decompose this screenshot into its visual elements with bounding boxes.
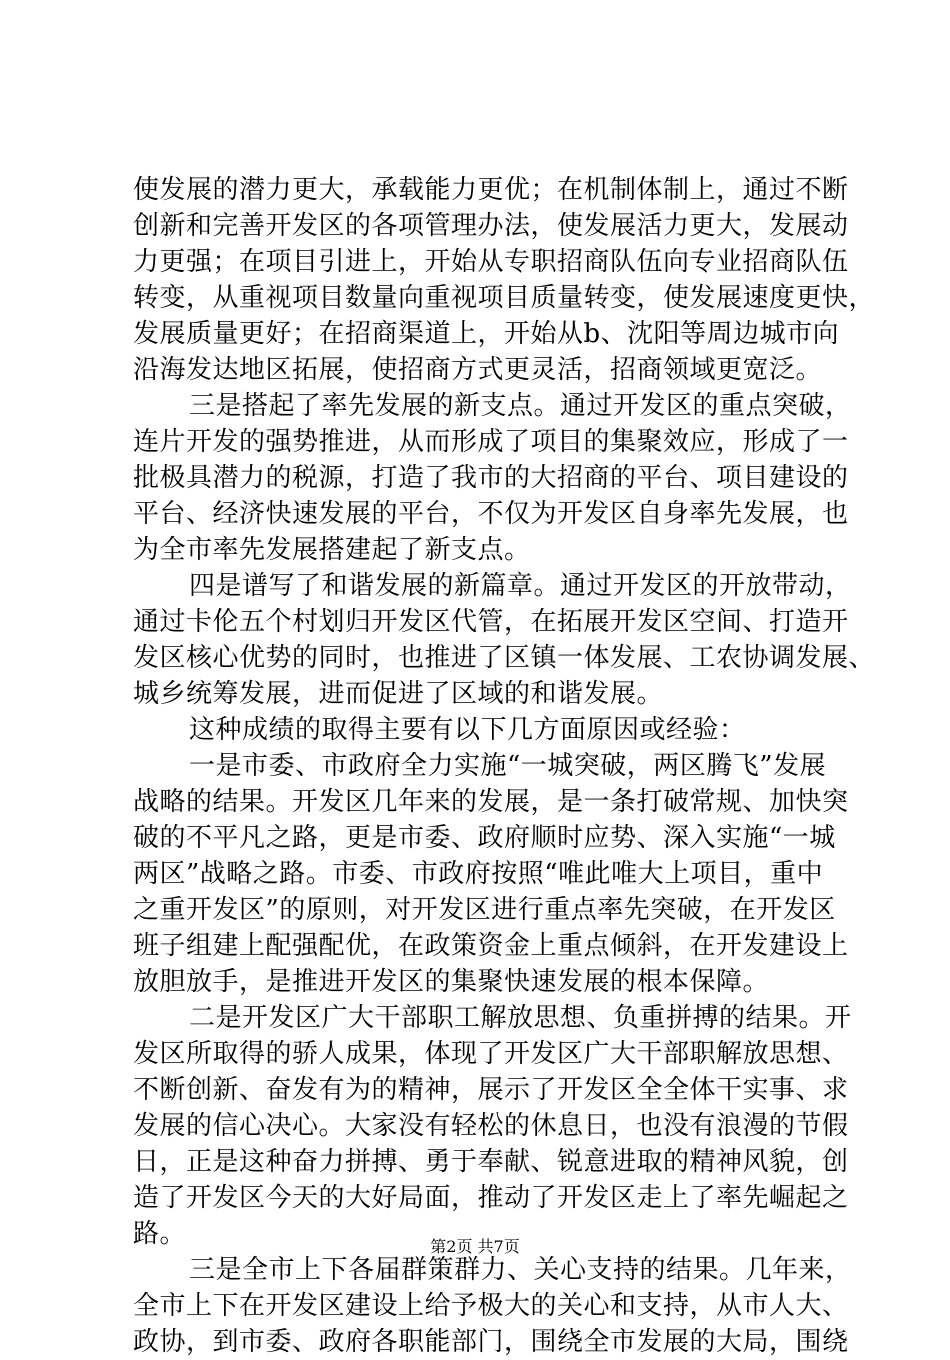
text-line: 之重开发区”的原则，对开发区进行重点率先突破，在开发区	[133, 895, 836, 925]
text-line: 不断创新、奋发有为的精神，展示了开发区全全体干实事、求	[133, 1075, 849, 1105]
text-line: 通过卡伦五个村划归开发区代管，在拓展开发区空间、打造开	[133, 607, 849, 637]
text-line: 为全市率先发展搭建起了新支点。	[133, 535, 531, 565]
text-line: 创新和完善开发区的各项管理办法，使发展活力更大，发展动	[133, 211, 849, 241]
text-line: 发展的信心决心。大家没有轻松的休息日，也没有浪漫的节假	[133, 1111, 849, 1141]
body-text	[133, 172, 876, 1360]
text-line: 批极具潜力的税源，打造了我市的大招商的平台、项目建设的	[133, 463, 849, 493]
text-line: 战略的结果。开发区几年来的发展，是一条打破常规、加快突	[133, 787, 849, 817]
text-line: 转变，从重视项目数量向重视项目质量转变，使发展速度更快，	[133, 283, 876, 313]
text-line: 政协，到市委、政府各职能部门，围绕全市发展的大局，围绕	[133, 1327, 849, 1357]
paragraph-start-line: 一是市委、市政府全力实施“一城突破，两区腾飞”发展	[189, 751, 827, 781]
text-line: 全市上下在开发区建设上给予极大的关心和支持，从市人大、	[133, 1291, 849, 1321]
text-line: 放胆放手，是推进开发区的集聚快速发展的根本保障。	[133, 967, 770, 997]
text-line: 连片开发的强势推进，从而形成了项目的集聚效应，形成了一	[133, 427, 849, 457]
paragraph-start-line: 二是开发区广大干部职工解放思想、负重拼搏的结果。开	[189, 1003, 852, 1033]
text-line: 力更强；在项目引进上，开始从专职招商队伍向专业招商队伍	[133, 247, 849, 277]
page-number-footer: 第2页 共7页	[430, 1237, 520, 1256]
text-line: 平台、经济快速发展的平台，不仅为开发区自身率先发展，也	[133, 499, 849, 529]
text-line: 发区所取得的骄人成果，体现了开发区广大干部职解放思想、	[133, 1039, 849, 1069]
paragraph-start-line: 四是谱写了和谐发展的新篇章。通过开发区的开放带动，	[189, 571, 852, 601]
text-line: 使发展的潜力更大，承载能力更优；在机制体制上，通过不断	[133, 175, 849, 205]
text-line: 发区核心优势的同时，也推进了区镇一体发展、工农协调发展、	[133, 643, 876, 673]
text-line: 路。	[133, 1219, 187, 1249]
paragraph-start-line: 这种成绩的取得主要有以下几方面原因或经验：	[189, 715, 746, 745]
text-line: 沿海发达地区拓展，使招商方式更灵活，招商领域更宽泛。	[133, 355, 823, 385]
text-line: 两区”战略之路。市委、市政府按照“唯此唯大上项目，重中	[133, 859, 824, 889]
text-line: 发展质量更好；在招商渠道上，开始从b、沈阳等周边城市向	[133, 319, 840, 349]
text-line: 破的不平凡之路，更是市委、政府顺时应势、深入实施“一城	[133, 823, 836, 853]
paragraph-start-line: 三是全市上下各届群策群力、关心支持的结果。几年来，	[189, 1255, 852, 1285]
text-line: 班子组建上配强配优，在政策资金上重点倾斜，在开发建设上	[133, 931, 849, 961]
paragraph-start-line: 三是搭起了率先发展的新支点。通过开发区的重点突破，	[189, 391, 852, 421]
text-line: 造了开发区今天的大好局面，推动了开发区走上了率先崛起之	[133, 1183, 849, 1213]
text-line: 日，正是这种奋力拼搏、勇于奉献、锐意进取的精神风貌，创	[133, 1147, 849, 1177]
text-line: 城乡统筹发展，进而促进了区域的和谐发展。	[133, 679, 664, 709]
